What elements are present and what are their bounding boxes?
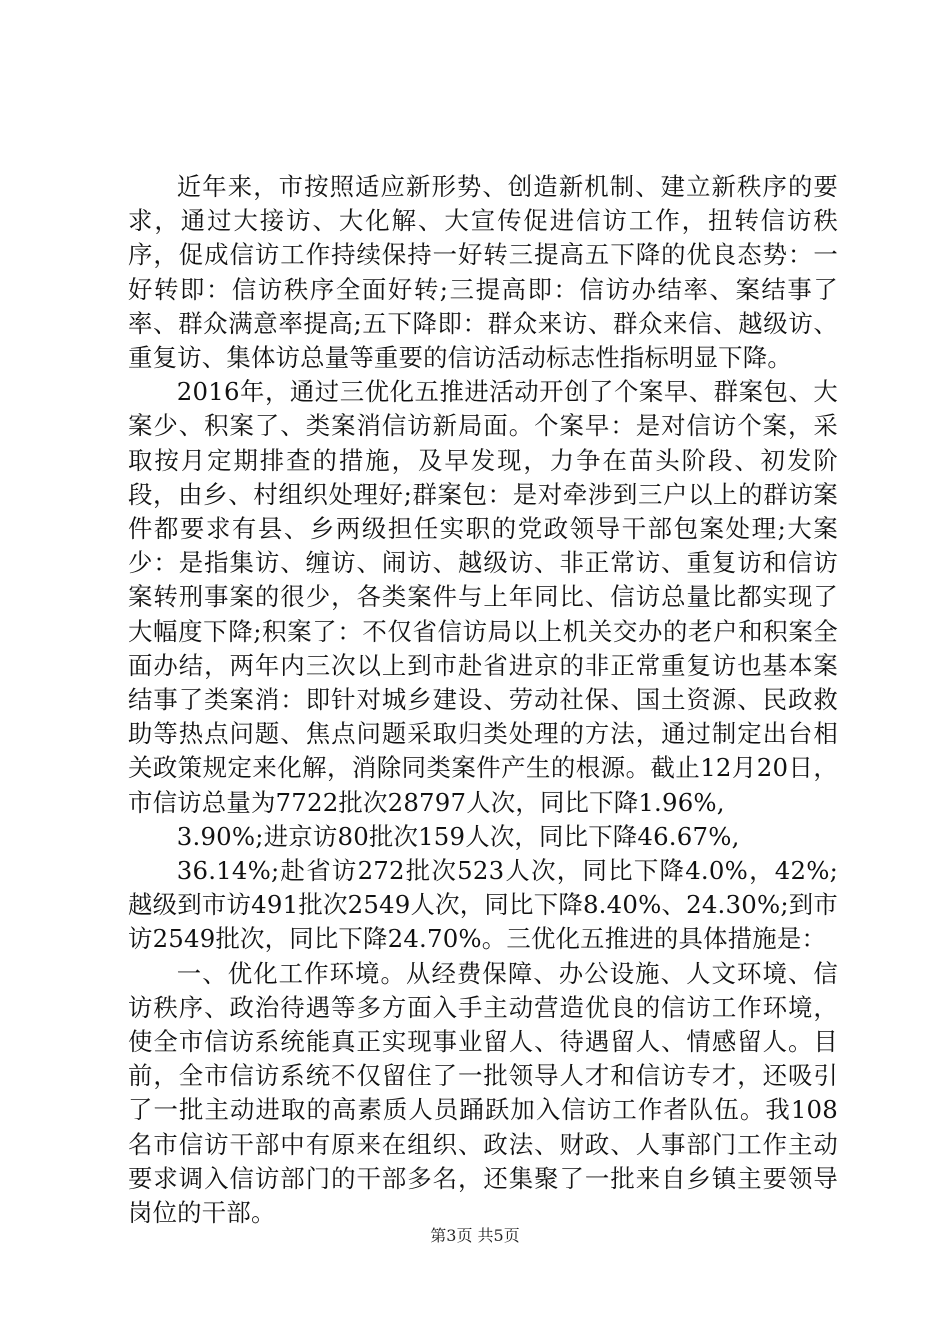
paragraph-optimize-environment: 一、优化工作环境。从经费保障、办公设施、人文环境、信访秩序、政治待遇等多方面入手主动营造优良的信访工作环境，使全市信访系统能真正实现事业留人、待遇留人、情感留人。目前，全市信访系统不仅留住了一批领导人才和信访专才，还吸引了一批主动进取的高素质人员踊跃加入信访工作者队伍。我108名市信访干部中有原来在组织、政法、财政、人事部门工作主动要求调入信访部门的干部多名，还集聚了一批来自乡镇主要领导岗位的干部。 [128,958,838,1228]
paragraph-beijing-visits: 3.90%;进京访80批次159人次，同比下降46.67%, [176,821,740,851]
paragraph-intro: 近年来，市按照适应新形势、创造新机制、建立新秩序的要求，通过大接访、大化解、大宣传促进信访工作，扭转信访秩序，促成信访工作持续保持一好转三提高五下降的优良态势：一好转即：信访秩序全面好转;三提高即：信访办结率、案结事了率、群众满意率提高;五下降即：群众来访、群众来信、越级访、重复访、集体访总量等重要的信访活动标志性指标明显下降。 [128,172,838,373]
document-body [128,170,838,1230]
page-footer: 第3页 共5页 [430,1226,520,1245]
paragraph-2016-results: 2016年，通过三优化五推进活动开创了个案早、群案包、大案少、积案了、类案消信访新局面。个案早：是对信访个案，采取按月定期排查的措施，及早发现，力争在苗头阶段、初发阶段，由乡、村组织处理好;群案包：是对牵涉到三户以上的群访案件都要求有县、乡两级担任实职的党政领导干部包案处理;大案少：是指集访、缠访、闹访、越级访、非正常访、重复访和信访案转刑事案的很少，各类案件与上年同比、信访总量比都实现了大幅度下降;积案了：不仅省信访局以上机关交办的老户和积案全面办结，两年内三次以上到市赴省进京的非正常重复访也基本案结事了类案消：即针对城乡建设、劳动社保、国土资源、民政救助等热点问题、焦点问题采取归类处理的方法，通过制定出台相关政策规定来化解，消除同类案件产生的根源。截止12月20日，市信访总量为7722批次28797人次，同比下降1.96%, [128,377,838,817]
paragraph-province-visits: 36.14%;赴省访272批次523人次，同比下降4.0%，42%;越级到市访491批次2549人次，同比下降8.40%、24.30%;到市访2549批次，同比下降24.70%。三优化五推进的具体措施是： [128,856,838,954]
